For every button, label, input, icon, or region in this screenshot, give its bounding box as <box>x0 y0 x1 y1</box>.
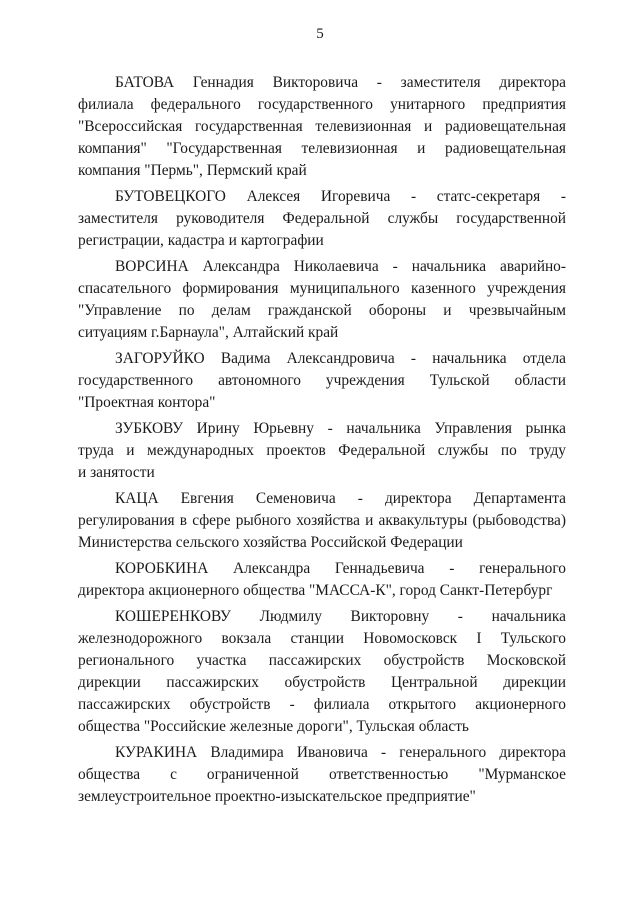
entry-text-line: и занятости <box>78 464 155 481</box>
entry-heading-line: БУТОВЕЦКОГО Алексея Игоревича - статс-секретаря - <box>115 188 566 205</box>
list-item <box>78 488 566 554</box>
entry-text-line: дирекции пассажирских обустройств Центральной дирекции <box>78 674 566 691</box>
entry-heading-line: ЗУБКОВУ Ирину Юрьевну - начальника Управления рынка <box>115 420 566 437</box>
entry-text-line: государственного автономного учреждения Тульской области <box>78 372 566 389</box>
list-item <box>78 348 566 414</box>
list-item <box>78 742 566 808</box>
entry-text-line: регистрации, кадастра и картографии <box>78 232 324 249</box>
entry-text-line: общества "Российские железные дороги", Тульская область <box>78 718 469 735</box>
entry-heading-line: КОШЕРЕНКОВУ Людмилу Викторовну - начальника <box>115 608 566 625</box>
list-item <box>78 256 566 344</box>
entry-text-line: регионального участка пассажирских обустройств Московской <box>78 652 566 669</box>
entry-text-line: филиала федерального государственного унитарного предприятия <box>78 96 566 113</box>
entry-text-line: компания" "Государственная телевизионная и радиовещательная <box>78 140 566 157</box>
entry-heading-line: ВОРСИНА Александра Николаевича - начальника аварийно- <box>115 258 566 275</box>
entry-text-line: "Проектная контора" <box>78 394 216 411</box>
list-item <box>78 606 566 738</box>
entry-text-line: директора акционерного общества "МАССА-К", город Санкт-Петербург <box>78 582 553 599</box>
entry-heading-line: ЗАГОРУЙКО Вадима Александровича - начальника отдела <box>115 350 566 367</box>
entry-text-line: землеустроительное проектно-изыскательское предприятие" <box>78 788 476 805</box>
list-item <box>78 186 566 252</box>
entry-text-line: общества с ограниченной ответственностью "Мурманское <box>78 766 566 783</box>
entry-heading-line: БАТОВА Геннадия Викторовича - заместителя директора <box>115 74 566 91</box>
entry-text-line: труда и международных проектов Федеральной службы по труду <box>78 442 566 459</box>
entry-text-line: пассажирских обустройств - филиала открытого акционерного <box>78 696 566 713</box>
entry-text-line: ситуациям г.Барнаула", Алтайский край <box>78 324 339 341</box>
list-item <box>78 558 566 602</box>
entry-text-line: Министерства сельского хозяйства Российской Федерации <box>78 534 463 551</box>
page-number: 5 <box>316 26 324 42</box>
entry-text-line: спасательного формирования муниципального казенного учреждения <box>78 280 566 297</box>
entry-text-line: компания "Пермь", Пермский край <box>78 162 307 179</box>
entry-text-line: заместителя руководителя Федеральной службы государственной <box>78 210 566 227</box>
award-list <box>78 72 566 812</box>
list-item <box>78 72 566 182</box>
entry-heading-line: КУРАКИНА Владимира Ивановича - генерального директора <box>115 744 566 761</box>
entry-heading-line: КАЦА Евгения Семеновича - директора Департамента <box>115 490 566 507</box>
entry-text-line: регулирования в сфере рыбного хозяйства и аквакультуры (рыбоводства) <box>78 512 566 529</box>
entry-text-line: "Управление по делам гражданской обороны и чрезвычайным <box>78 302 566 319</box>
list-item <box>78 418 566 484</box>
entry-text-line: "Всероссийская государственная телевизионная и радиовещательная <box>78 118 566 135</box>
entry-heading-line: КОРОБКИНА Александра Геннадьевича - генерального <box>115 560 566 577</box>
entry-text-line: железнодорожного вокзала станции Новомосковск I Тульского <box>78 630 566 647</box>
